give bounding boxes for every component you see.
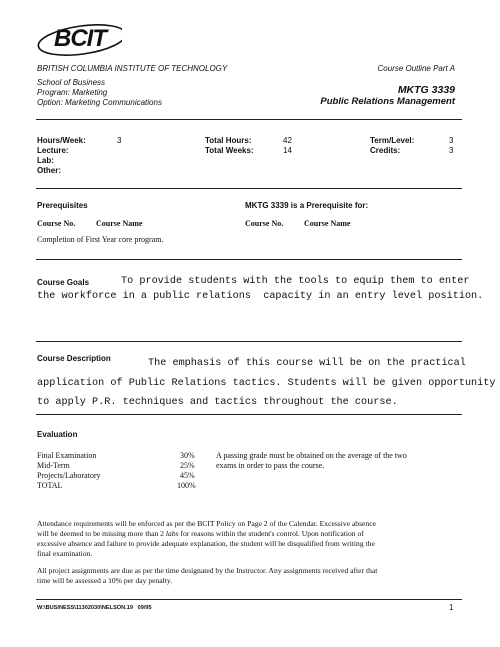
footer-path: W:\BUSINESS\11302030\NELSON.19 09/95: [37, 605, 152, 611]
evaluation-heading: Evaluation: [37, 430, 78, 439]
outline-label: Course Outline Part A: [377, 64, 455, 73]
prereq-for-col-no: Course No.: [245, 219, 284, 228]
attendance-line-4: final examination.: [37, 549, 93, 558]
term-value: 3: [449, 136, 454, 145]
description-label: Course Description: [37, 354, 111, 363]
credits-value: 3: [449, 146, 454, 155]
total-hours-label: Total Hours:: [205, 136, 252, 145]
attendance-line-2a: will be deemed to be missing more than 2: [37, 529, 166, 538]
divider: [36, 188, 462, 189]
course-code: MKTG 3339: [397, 84, 455, 96]
attendance-line-2-emphasis: labs: [165, 529, 179, 538]
attendance-line-3: excessive absence and failure to provide adequate explanation, the student will be disqualified from writing the: [37, 539, 375, 548]
divider: [36, 119, 462, 120]
eval-name-1: Mid-Term: [37, 461, 70, 470]
assignments-line-2: time will be assessed a 10% per day penalty.: [37, 576, 173, 585]
goals-line-1: To provide students with the tools to equip them to enter: [121, 276, 470, 287]
logo-text: BCIT: [54, 25, 106, 52]
lab-label: Lab:: [37, 156, 54, 165]
attendance-line-2: [37, 529, 364, 538]
eval-pct-1: 25%: [180, 461, 195, 470]
eval-name-0: Final Examination: [37, 451, 97, 460]
description-line-2: application of Public Relations tactics. Students will be given opportunity: [37, 378, 496, 389]
eval-pct-2: 45%: [180, 471, 195, 480]
assignments-line-1: All project assignments are due as per the time designated by the Instructor. Any assignments received after that: [37, 566, 378, 575]
divider: [36, 414, 462, 415]
program-name: Program: Marketing: [37, 88, 108, 97]
eval-pct-3: 100%: [177, 481, 196, 490]
attendance-line-1: Attendance requirements will be enforced as per the BCIT Policy on Page 2 of the Calendar. Excessive absence: [37, 519, 376, 528]
total-weeks-value: 14: [283, 146, 292, 155]
lecture-label: Lecture:: [37, 146, 69, 155]
goals-line-2: the workforce in a public relations capacity in an entry level position.: [37, 291, 484, 302]
bcit-logo: [34, 22, 122, 58]
prereq-for-heading: MKTG 3339 is a Prerequisite for:: [245, 201, 369, 210]
eval-name-3: TOTAL: [37, 481, 63, 490]
other-label: Other:: [37, 166, 61, 175]
description-line-1: The emphasis of this course will be on the practical: [148, 358, 466, 369]
goals-label: Course Goals: [37, 278, 90, 287]
prereq-item: Completion of First Year core program.: [37, 235, 164, 244]
prereq-for-col-name: Course Name: [304, 219, 351, 228]
option-name: Option: Marketing Communications: [37, 98, 162, 107]
prereq-heading: Prerequisites: [37, 201, 88, 210]
hours-week-label: Hours/Week:: [37, 136, 86, 145]
course-title: Public Relations Management: [320, 96, 455, 107]
eval-note-line-1: A passing grade must be obtained on the average of the two: [216, 451, 407, 460]
hours-week-value: 3: [117, 136, 122, 145]
institute-name: BRITISH COLUMBIA INSTITUTE OF TECHNOLOGY: [37, 64, 228, 73]
page-number: 1: [449, 603, 454, 612]
divider: [36, 259, 462, 260]
divider: [36, 599, 462, 600]
term-label: Term/Level:: [370, 136, 415, 145]
school-name: School of Business: [37, 78, 106, 87]
eval-name-2: Projects/Laboratory: [37, 471, 101, 480]
prereq-col-name: Course Name: [96, 219, 143, 228]
credits-label: Credits:: [370, 146, 401, 155]
description-line-3: to apply P.R. techniques and tactics throughout the course.: [37, 397, 398, 408]
total-hours-value: 42: [283, 136, 292, 145]
prereq-col-no: Course No.: [37, 219, 76, 228]
eval-note-line-2: exams in order to pass the course.: [216, 461, 325, 470]
total-weeks-label: Total Weeks:: [205, 146, 254, 155]
eval-pct-0: 30%: [180, 451, 195, 460]
attendance-line-2b: for reasons within the student's control. Upon notification of: [178, 529, 364, 538]
divider: [36, 341, 462, 342]
